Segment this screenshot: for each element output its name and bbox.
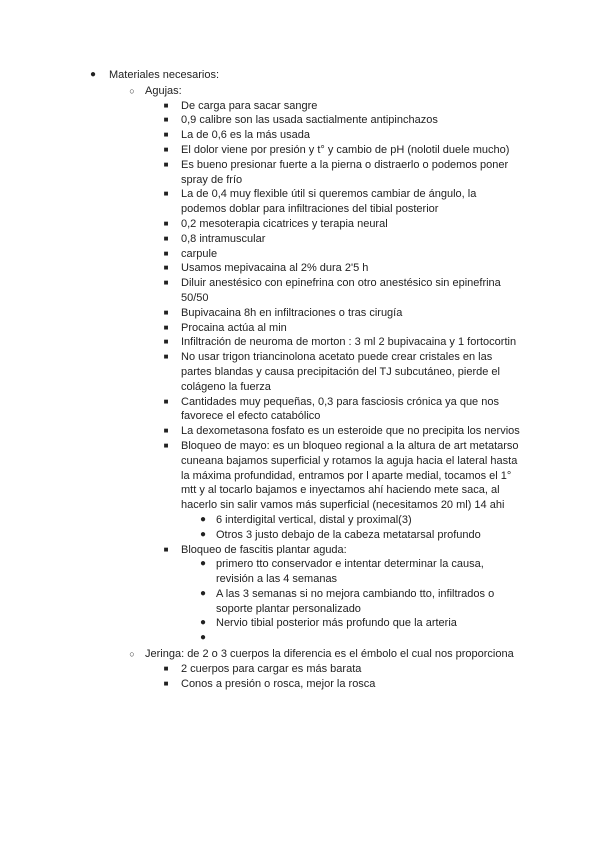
list-item [0,247,522,262]
bullet-square-icon: ■ [163,130,169,140]
list-item-text: De carga para sacar sangre [181,99,318,112]
list-item [0,677,522,692]
list-item [0,99,522,114]
bullet-disc-icon: ● [199,617,207,629]
list-item [0,261,522,276]
list-item [0,616,512,631]
bullet-square-icon: ■ [163,663,169,673]
list-item-text [216,631,512,646]
agujas-list [0,99,600,439]
bloqueo-mayo-sublist [0,513,600,543]
list-item-text: 6 interdigital vertical, distal y proximal(3) [216,513,412,526]
list-item [0,158,522,188]
bullet-disc-icon: ● [199,558,207,570]
bullet-square-icon: ■ [163,307,169,317]
list-item-text: Cantidades muy pequeñas, 0,3 para fasciosis crónica ya que nos favorece el efecto catabólico [181,395,499,423]
bullet-square-icon: ■ [163,248,169,258]
bullet-square-icon: ■ [163,426,169,436]
bullet-square-icon: ■ [163,440,169,450]
list-item [0,350,522,394]
jeringa-list [0,662,600,692]
list-item-materiales [0,68,600,83]
list-item-text: A las 3 semanas si no mejora cambiando tto, infiltrados o soporte plantar personalizado [216,587,495,615]
bullet-square-icon: ■ [163,278,169,288]
bullet-circle-icon: ○ [129,649,135,660]
bullet-square-icon: ■ [163,544,169,554]
list-item-text: primero tto conservador e intentar determinar la causa, revisión a las 4 semanas [216,558,484,586]
list-item-text: 2 cuerpos para cargar es más barata [181,662,362,675]
document-page [0,68,600,691]
list-item-agujas [0,84,600,99]
list-item [0,276,522,306]
section-title: Materiales necesarios: [109,69,220,81]
subsection-title: Jeringa: de 2 o 3 cuerpos la diferencia es el émbolo el cual nos proporciona [145,648,514,661]
list-item [0,306,522,321]
bullet-square-icon: ■ [163,189,169,199]
bullet-square-icon: ■ [163,678,169,688]
bullet-square-icon: ■ [163,233,169,243]
list-item-text: Usamos mepivacaina al 2% dura 2'5 h [181,262,369,275]
list-item-text: Es bueno presionar fuerte a la pierna o distraerlo o podemos poner spray de frío [181,158,509,186]
list-item-bloqueo-fascitis [0,543,522,558]
bloqueo-fascitis-sublist [0,557,600,646]
list-item [0,113,522,128]
bullet-square-icon: ■ [163,144,169,154]
list-item-text: El dolor viene por presión y t° y cambio de pH (nolotil duele mucho) [181,143,510,156]
list-item-text: Infiltración de neuroma de morton : 3 ml 2 bupivacaina y 1 fortocortin [181,336,517,349]
list-item-text: No usar trigon triancinolona acetato puede crear cristales en las partes blandas y causa precipitación del TJ subcutáneo, pierde el colágeno la fuerza [181,351,500,393]
list-item-text: La de 0,6 es la más usada [181,129,311,142]
bullet-disc-icon: ● [89,69,97,80]
bullet-square-icon: ■ [163,263,169,273]
bullet-square-icon: ■ [163,159,169,169]
list-item [0,557,512,587]
list-item-jeringa [0,647,600,662]
list-item-bloqueo-mayo [0,439,522,513]
list-item-text: carpule [181,247,218,260]
list-item [0,587,512,617]
list-item [0,395,522,425]
list-item [0,424,522,439]
list-item-text: Diluir anestésico con epinefrina con otro anestésico sin epinefrina 50/50 [181,277,501,304]
list-item [0,335,522,350]
list-item-text: Bupivacaina 8h en infiltraciones o tras cirugía [181,306,403,319]
bullet-square-icon: ■ [163,337,169,347]
list-item [0,232,522,247]
bullet-square-icon: ■ [163,322,169,332]
list-item-text: Bloqueo de mayo: es un bloqueo regional a la altura de art metatarso cuneana bajamos superficial y rotamos la aguja hacia el lateral hasta la máxima profundidad, entramos por l aparte medial, tocamos el 1° mtt y al tocarlo bajamos e inyectamos ahí haciendo mete saca, al hacerlo sin salir vamos más superficial (necesitamos 20 ml) 14 ahi [181,439,519,512]
list-item-text: Nervio tibial posterior más profundo que la arteria [216,617,457,630]
bullet-square-icon: ■ [163,218,169,228]
list-item [0,217,522,232]
list-item-text: Otros 3 justo debajo de la cabeza metatarsal profundo [216,528,481,541]
list-item [0,187,522,217]
bullet-square-icon: ■ [163,352,169,362]
list-item-text: La dexometasona fosfato es un esteroide que no precipita los nervios [181,425,520,438]
list-item-text: La de 0,4 muy flexible útil si queremos cambiar de ángulo, la podemos doblar para infiltraciones del tibial posterior [181,188,477,216]
list-item-text: 0,9 calibre son las usada sactialmente antipinchazos [181,114,438,127]
list-item [0,631,512,646]
list-item [0,128,522,143]
list-item [0,662,522,677]
list-item [0,513,512,528]
bullet-disc-icon: ● [199,513,207,525]
bullet-disc-icon: ● [199,632,207,644]
bullet-circle-icon: ○ [129,85,135,96]
subsection-title: Agujas: [145,84,182,97]
bullet-square-icon: ■ [163,100,169,110]
bullet-square-icon: ■ [163,115,169,125]
list-item [0,528,512,543]
list-item [0,143,522,158]
bullet-disc-icon: ● [199,528,207,540]
list-item-text: Bloqueo de fascitis plantar aguda: [181,543,347,556]
list-item-text: 0,8 intramuscular [181,232,266,245]
list-item-text: Conos a presión o rosca, mejor la rosca [181,677,376,690]
list-item-text: 0,2 mesoterapia cicatrices y terapia neural [181,217,388,230]
bullet-square-icon: ■ [163,396,169,406]
bullet-disc-icon: ● [199,587,207,599]
list-item [0,321,522,336]
list-item-text: Procaina actúa al min [181,321,287,334]
